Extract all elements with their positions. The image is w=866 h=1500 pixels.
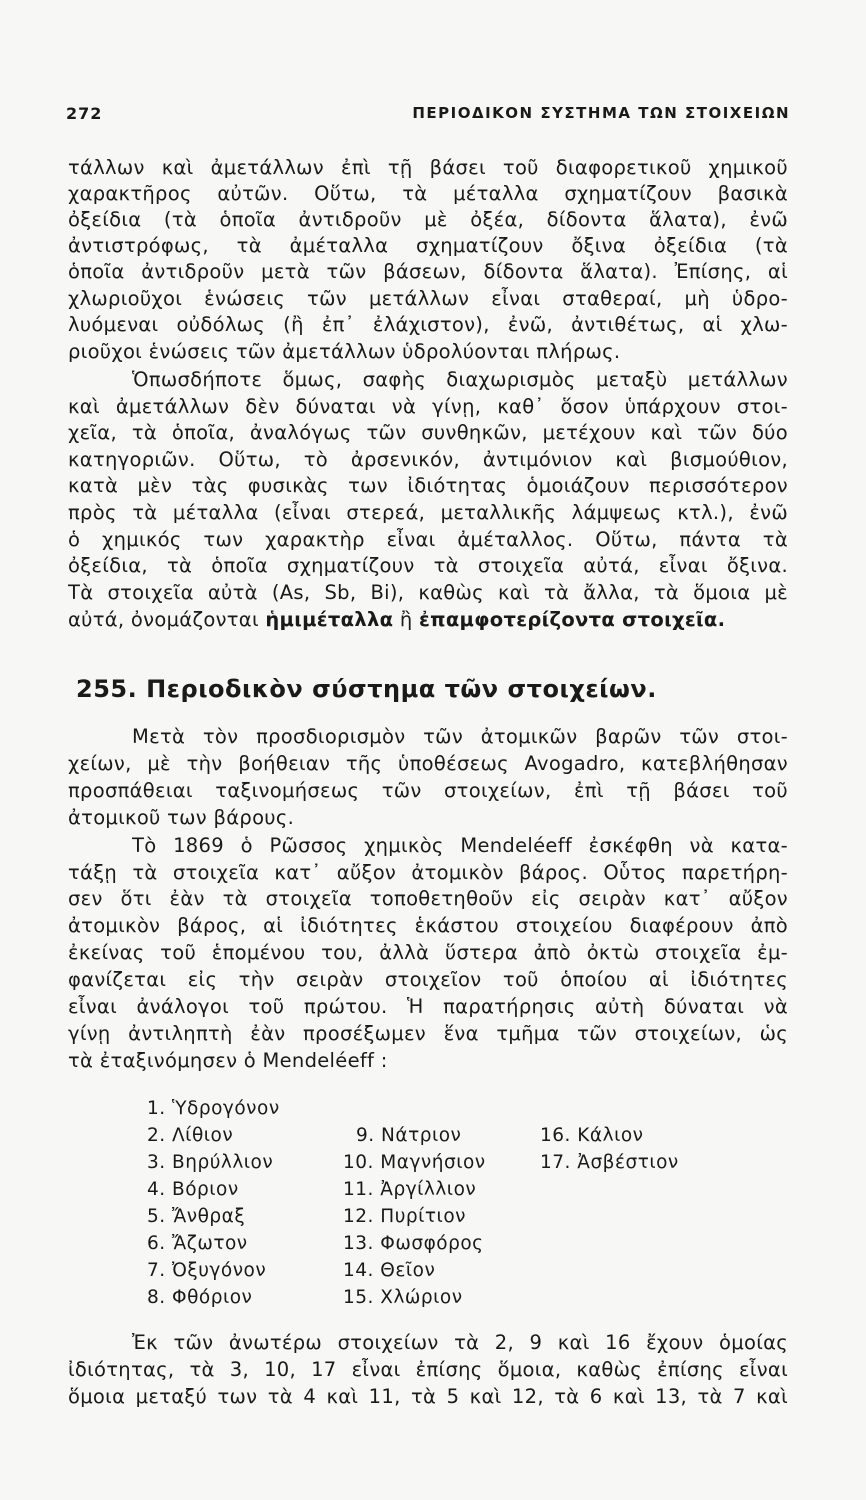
element-list-item: 7. Ὀξυγόνον xyxy=(147,1260,267,1281)
text-line: ριοῦχοι ἑνώσεις τῶν ἀμετάλλων ὑδρολύονται πλήρως. xyxy=(68,340,621,363)
element-list-item: 8. Φθόριον xyxy=(147,1287,253,1308)
text-line: κατηγοριῶν. Οὕτω, τὸ ἀρσενικόν, ἀντιμόνιον καὶ βισμούθιον, xyxy=(68,448,788,471)
text-line: Ὁπωσδήποτε ὅμως, σαφὴς διαχωρισμὸς μεταξὺ μετάλλων xyxy=(132,368,788,391)
text-line: εἶναι ἀνάλογοι τοῦ πρώτου. Ἡ παρατήρησις αὐτὴ δύναται νὰ xyxy=(68,995,788,1018)
text-line: ἀτομικοῦ των βάρους. xyxy=(68,806,295,829)
running-head: ΠΕΡΙΟΔΙΚΟΝ ΣΥΣΤΗΜΑ ΤΩΝ ΣΤΟΙΧΕΙΩΝ xyxy=(412,104,790,122)
text-line: ἀτομικὸν βάρος, αἱ ἰδιότητες ἑκάστου στοιχείου διαφέρουν ἀπὸ xyxy=(68,914,788,937)
element-list-item: 16. Κάλιον xyxy=(540,1125,644,1146)
text-line: ἰδιότητας, τὰ 3, 10, 17 εἶναι ἐπίσης ὅμοια, καθὼς ἐπίσης εἶναι xyxy=(68,1358,788,1381)
text-line: σεν ὅτι ἐὰν τὰ στοιχεῖα τοποθετηθοῦν εἰς σειρὰν κατ᾽ αὔξον xyxy=(68,887,788,910)
text-line: τάξῃ τὰ στοιχεῖα κατ᾽ αὔξον ἀτομικὸν βάρος. Οὗτος παρετήρη- xyxy=(68,861,788,884)
element-list-item: 17. Ἀσβέστιον xyxy=(540,1152,679,1173)
text-line: τάλλων καὶ ἀμετάλλων ἐπὶ τῇ βάσει τοῦ διαφορετικοῦ χημικοῦ xyxy=(68,156,788,179)
element-list-item: 9. Νάτριον xyxy=(356,1125,462,1146)
element-list-item: 4. Βόριον xyxy=(147,1179,239,1200)
text-line: πρὸς τὰ μέταλλα (εἶναι στερεά, μεταλλικῆς λάμψεως κτλ.), ἐνῶ xyxy=(68,501,788,524)
text-line: καὶ ἀμετάλλων δὲν δύναται νὰ γίνῃ, καθ᾽ ὅσον ὑπάρχουν στοι- xyxy=(68,395,788,418)
text-line: ὀξείδια (τὰ ὁποῖα ἀντιδροῦν μὲ ὀξέα, δίδοντα ἅλατα), ἐνῶ xyxy=(68,208,788,231)
text-run: ἢ xyxy=(393,608,419,631)
element-list-item: 5. Ἄνθραξ xyxy=(147,1206,246,1227)
element-list-item: 15. Χλώριον xyxy=(343,1287,463,1308)
text-line: προσπάθειαι ταξινομήσεως τῶν στοιχείων, ἐπὶ τῇ βάσει τοῦ xyxy=(68,779,788,802)
text-line: χλωριοῦχοι ἑνώσεις τῶν μετάλλων εἶναι σταθεραί, μὴ ὑδρο- xyxy=(68,287,788,310)
term-hemimetals: ἡμιμέταλλα xyxy=(265,608,394,631)
element-list-item: 13. Φωσφόρος xyxy=(343,1233,484,1254)
element-list-item: 6. Ἄζωτον xyxy=(147,1233,248,1254)
text-line: φανίζεται εἰς τὴν σειρὰν στοιχεῖον τοῦ ὁποίου αἱ ἰδιότητες xyxy=(68,968,788,991)
section-heading: 255. Περιοδικὸν σύστημα τῶν στοιχείων. xyxy=(76,675,657,703)
text-line: ὁποῖα ἀντιδροῦν μετὰ τῶν βάσεων, δίδοντα ἅλατα). Ἐπίσης, αἱ xyxy=(68,260,788,283)
text-line: κατὰ μὲν τὰς φυσικὰς των ἰδιότητας ὁμοιάζουν περισσότερον xyxy=(68,474,788,497)
term-amphoteric-elements: ἐπαμφοτερίζοντα στοιχεῖα. xyxy=(418,608,726,631)
text-line: ὀξείδια, τὰ ὁποῖα σχηματίζουν τὰ στοιχεῖα αὐτά, εἶναι ὄξινα. xyxy=(68,554,788,577)
element-list-item: 12. Πυρίτιον xyxy=(343,1206,466,1227)
text-line-with-terms xyxy=(68,607,788,633)
text-line: Μετὰ τὸν προσδιορισμὸν τῶν ἀτομικῶν βαρῶν τῶν στοι- xyxy=(132,725,788,748)
text-line: χείων, μὲ τὴν βοήθειαν τῆς ὑποθέσεως Avogadro, κατεβλήθησαν xyxy=(68,752,788,775)
text-line: ὅμοια μεταξύ των τὰ 4 καὶ 11, τὰ 5 καὶ 12, τὰ 6 καὶ 13, τὰ 7 καὶ xyxy=(68,1385,788,1408)
element-list-item: 11. Ἀργίλλιον xyxy=(343,1179,477,1200)
text-line: ἀντιστρόφως, τὰ ἀμέταλλα σχηματίζουν ὄξινα ὀξείδια (τὰ xyxy=(68,234,788,257)
element-list-item: 1. Ὑδρογόνον xyxy=(147,1098,280,1119)
text-line: χεῖα, τὰ ὁποῖα, ἀναλόγως τῶν συνθηκῶν, μετέχουν καὶ τῶν δύο xyxy=(68,421,788,444)
text-line: Τὰ στοιχεῖα αὐτὰ (As, Sb, Bi), καθὼς καὶ τὰ ἄλλα, τὰ ὅμοια μὲ xyxy=(68,581,788,604)
text-run: αὐτά, ὀνομάζονται xyxy=(68,608,266,631)
element-list-item: 3. Βηρύλλιον xyxy=(147,1152,274,1173)
text-line: Ἐκ τῶν ἀνωτέρω στοιχείων τὰ 2, 9 καὶ 16 ἔχουν ὁμοίας xyxy=(132,1331,788,1354)
text-line: ἐκείνας τοῦ ἑπομένου του, ἀλλὰ ὕστερα ἀπὸ ὀκτὼ στοιχεῖα ἐμ- xyxy=(68,941,788,964)
text-line: χαρακτῆρος αὐτῶν. Οὕτω, τὰ μέταλλα σχηματίζουν βασικὰ xyxy=(68,182,788,205)
text-line: γίνῃ ἀντιληπτὴ ἐὰν προσέξωμεν ἕνα τμῆμα τῶν στοιχείων, ὡς xyxy=(68,1022,788,1045)
element-list-item: 2. Λίθιον xyxy=(147,1125,234,1146)
text-line: ὁ χημικός των χαρακτὴρ εἶναι ἀμέταλλος. Οὕτω, πάντα τὰ xyxy=(68,528,788,551)
page-number: 272 xyxy=(66,104,103,123)
text-line: τὰ ἐταξινόμησεν ὁ Mendeléeff : xyxy=(68,1049,388,1072)
text-line: Τὸ 1869 ὁ Ρῶσσος χημικὸς Mendeléeff ἐσκέφθη νὰ κατα- xyxy=(132,834,788,857)
element-list-item: 14. Θεῖον xyxy=(343,1260,436,1281)
element-list-item: 10. Μαγνήσιον xyxy=(343,1152,486,1173)
text-line: λυόμεναι οὐδόλως (ἢ ἐπ᾽ ἐλάχιστον), ἐνῶ, ἀντιθέτως, αἱ χλω- xyxy=(68,313,788,336)
page-header xyxy=(66,100,790,130)
